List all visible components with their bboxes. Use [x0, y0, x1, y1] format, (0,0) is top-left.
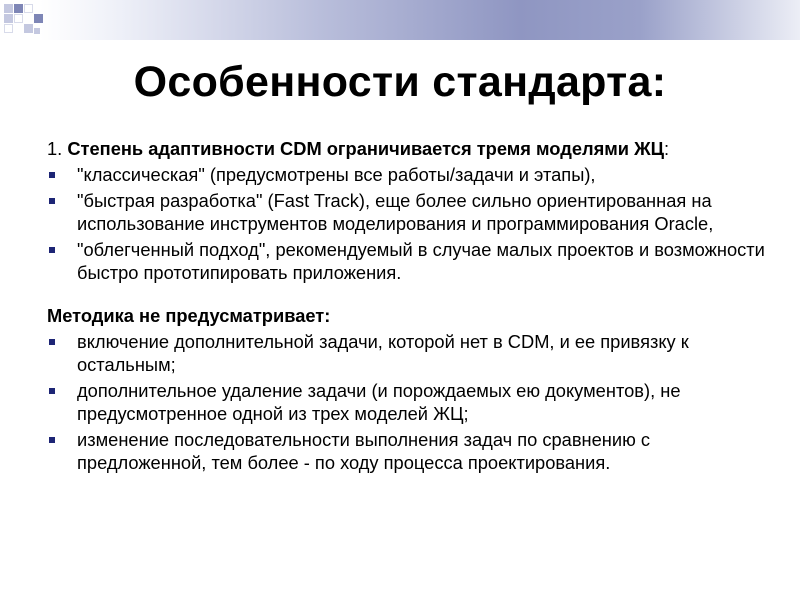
slide-content — [47, 137, 767, 474]
list-item: "классическая" (предусмотрены все работы/задачи и этапы), — [47, 163, 767, 186]
method-header: Методика не предусматривает: — [47, 305, 331, 326]
models-list — [47, 163, 767, 284]
slide-title: Особенности стандарта: — [133, 58, 667, 106]
point-1: 1. Степень адаптивности CDM ограничивается тремя моделями ЖЦ: — [47, 138, 670, 159]
list-item: включение дополнительной задачи, которой нет в CDM, и ее привязку к остальным; — [47, 330, 767, 376]
list-item: "облегченный подход", рекомендуемый в случае малых проектов и возможности быстро прототипировать приложения. — [47, 238, 767, 284]
bullet-icon — [49, 339, 55, 345]
bullet-icon — [49, 388, 55, 394]
bullet-icon — [49, 247, 55, 253]
bullet-icon — [49, 198, 55, 204]
bullet-icon — [49, 172, 55, 178]
list-item: "быстрая разработка" (Fast Track), еще более сильно ориентированная на использование инструментов моделирования и программирования Oracle, — [47, 189, 767, 235]
method-list — [47, 330, 767, 474]
header-gradient-bar — [0, 0, 800, 40]
list-item: дополнительное удаление задачи (и порождаемых ею документов), не предусмотренное одной из трех моделей ЖЦ; — [47, 379, 767, 425]
list-item: изменение последовательности выполнения задач по сравнению с предложенной, тем более - по ходу процесса проектирования. — [47, 428, 767, 474]
bullet-icon — [49, 437, 55, 443]
